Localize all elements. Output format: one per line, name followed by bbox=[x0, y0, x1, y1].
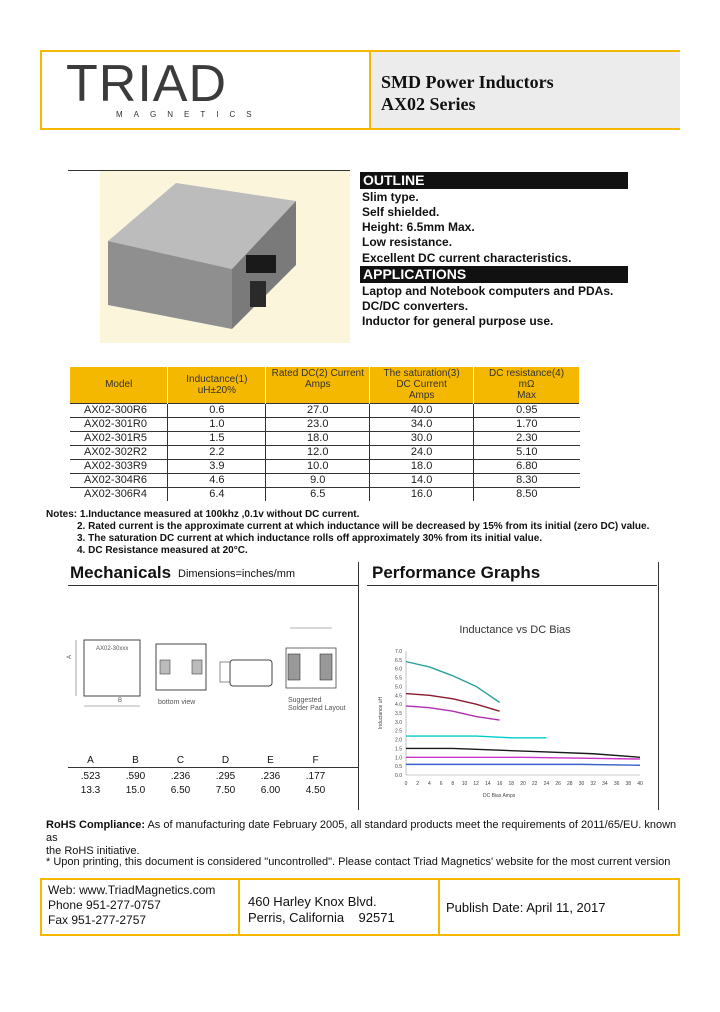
value-cell: 4.6 bbox=[168, 473, 266, 487]
model-cell: AX02-303R9 bbox=[70, 459, 168, 473]
value-cell: 6.5 bbox=[266, 487, 370, 501]
value-cell: 18.0 bbox=[370, 459, 474, 473]
value-cell: 18.0 bbox=[266, 431, 370, 445]
series-line bbox=[406, 662, 500, 703]
y-tick-label: 1.0 bbox=[395, 755, 402, 762]
outline-item: Self shielded. bbox=[362, 205, 440, 219]
footer-phone: Phone 951-277-0757 bbox=[48, 898, 161, 912]
model-cell: AX02-302R2 bbox=[70, 445, 168, 459]
value-cell: 9.0 bbox=[266, 473, 370, 487]
footer-address-2: Perris, California 92571 bbox=[248, 910, 395, 925]
column-header: The saturation(3) DC Current Amps bbox=[370, 367, 474, 403]
value-cell: 3.9 bbox=[168, 459, 266, 473]
column-header: DC resistance(4) mΩ Max bbox=[474, 367, 580, 403]
y-tick-label: 2.0 bbox=[395, 737, 402, 744]
x-tick-label: 24 bbox=[543, 781, 550, 787]
model-cell: AX02-301R5 bbox=[70, 431, 168, 445]
suggested-label: Suggested bbox=[288, 697, 322, 704]
x-axis-label: DC Bias Amps bbox=[483, 793, 516, 799]
table-row bbox=[70, 431, 580, 445]
x-tick-label: 14 bbox=[485, 781, 491, 787]
solder-pad-label: Solder Pad Layout bbox=[288, 705, 346, 712]
column-header: Rated DC(2) Current Amps bbox=[266, 367, 370, 403]
y-tick-label: 4.5 bbox=[395, 693, 402, 700]
dimension-letter: F bbox=[312, 755, 319, 766]
dimension-inches bbox=[68, 771, 338, 782]
divider bbox=[358, 562, 359, 810]
value-cell: 16.0 bbox=[370, 487, 474, 501]
part-label: AX02-30xxx bbox=[96, 646, 129, 652]
dimension-inch-value: .236 bbox=[260, 771, 281, 782]
rohs-text: As of manufacturing date February 2005, all standard products meet the requirements of 2011/65/EU. known as bbox=[46, 819, 677, 844]
column-header: Model bbox=[70, 367, 168, 403]
value-cell: 23.0 bbox=[266, 417, 370, 431]
value-cell: 5.10 bbox=[474, 445, 580, 459]
rohs-text-2: the RoHS initiative. bbox=[46, 845, 140, 857]
product-photo bbox=[68, 170, 350, 342]
title-panel bbox=[369, 52, 680, 128]
x-tick-label: 10 bbox=[461, 781, 468, 787]
y-axis-label: Inductance uH bbox=[378, 696, 384, 730]
y-tick-label: 4.0 bbox=[395, 702, 402, 709]
mechanicals-title: Mechanicals bbox=[70, 563, 172, 582]
value-cell: 6.80 bbox=[474, 459, 580, 473]
y-tick-label: 6.5 bbox=[395, 657, 402, 664]
dimension-mm-value: 6.00 bbox=[260, 785, 281, 796]
disclaimer: * Upon printing, this document is considered "uncontrolled". Please contact Triad Magnetics' website for the most current version bbox=[46, 856, 671, 868]
model-cell: AX02-304R6 bbox=[70, 473, 168, 487]
x-tick-label: 16 bbox=[496, 781, 503, 787]
value-cell: 6.4 bbox=[168, 487, 266, 501]
rohs-statement bbox=[46, 819, 686, 858]
x-tick-label: 40 bbox=[637, 781, 643, 787]
x-tick-label: 34 bbox=[602, 781, 608, 787]
dimension-letter: C bbox=[176, 755, 185, 766]
value-cell: 0.95 bbox=[474, 403, 580, 417]
table-row bbox=[70, 403, 580, 417]
value-cell: 8.30 bbox=[474, 473, 580, 487]
y-tick-label: 3.0 bbox=[395, 719, 402, 726]
note: Notes: 1.Inductance measured at 100khz ,0.1v without DC current. bbox=[46, 509, 360, 520]
model-cell: AX02-306R4 bbox=[70, 487, 168, 501]
x-tick-label: 28 bbox=[567, 781, 573, 787]
logo-wordmark: TRIAD bbox=[66, 55, 227, 113]
bottom-view-label: bottom view bbox=[158, 699, 196, 706]
value-cell: 1.0 bbox=[168, 417, 266, 431]
mechanicals-subtitle: Dimensions=inches/mm bbox=[178, 568, 296, 580]
footer-box bbox=[40, 878, 680, 936]
x-tick-label: 38 bbox=[625, 781, 632, 787]
x-tick-label: 32 bbox=[590, 781, 596, 787]
model-cell: AX02-301R0 bbox=[70, 417, 168, 431]
y-tick-label: 6.0 bbox=[395, 666, 402, 673]
inductor-image bbox=[100, 171, 350, 343]
x-tick-label: 20 bbox=[520, 781, 526, 787]
outline-item: Excellent DC current characteristics. bbox=[362, 251, 572, 265]
header-box bbox=[40, 50, 680, 130]
table-row bbox=[70, 487, 580, 501]
note: 4. DC Resistance measured at 20°C. bbox=[77, 545, 248, 556]
application-item: DC/DC converters. bbox=[362, 299, 469, 313]
dimension-mm-value: 13.3 bbox=[80, 785, 101, 796]
x-tick-label: 6 bbox=[439, 781, 443, 787]
value-cell: 0.6 bbox=[168, 403, 266, 417]
y-tick-label: 2.5 bbox=[395, 728, 402, 735]
dimension-inch-value: .295 bbox=[215, 771, 236, 782]
value-cell: 34.0 bbox=[370, 417, 474, 431]
x-tick-label: 8 bbox=[451, 781, 455, 787]
value-cell: 1.70 bbox=[474, 417, 580, 431]
outline-item: Height: 6.5mm Max. bbox=[362, 220, 475, 234]
series-line bbox=[406, 694, 500, 712]
y-tick-label: 7.0 bbox=[395, 649, 402, 655]
outline-item: Slim type. bbox=[362, 190, 419, 204]
value-cell: 10.0 bbox=[266, 459, 370, 473]
value-cell: 24.0 bbox=[370, 445, 474, 459]
value-cell: 2.30 bbox=[474, 431, 580, 445]
value-cell: 8.50 bbox=[474, 487, 580, 501]
x-tick-label: 22 bbox=[531, 781, 538, 787]
y-tick-label: 3.5 bbox=[395, 711, 402, 717]
dimension-inch-value: .523 bbox=[80, 771, 101, 782]
performance-title: Performance Graphs bbox=[372, 563, 541, 582]
y-tick-label: 1.5 bbox=[395, 746, 402, 753]
dimension-mm-value: 15.0 bbox=[125, 785, 146, 796]
outline-heading: OUTLINE bbox=[360, 172, 628, 189]
x-tick-label: 2 bbox=[416, 781, 420, 787]
dim-b-label: B bbox=[118, 698, 123, 704]
value-cell: 12.0 bbox=[266, 445, 370, 459]
inductance-chart bbox=[370, 615, 660, 810]
dimension-mm-value: 7.50 bbox=[215, 785, 236, 796]
x-tick-label: 12 bbox=[473, 781, 479, 787]
value-cell: 40.0 bbox=[370, 403, 474, 417]
application-item: Inductor for general purpose use. bbox=[362, 314, 554, 328]
column-header: Inductance(1) uH±20% bbox=[168, 367, 266, 403]
logo bbox=[42, 52, 332, 128]
table-row bbox=[70, 417, 580, 431]
table-row bbox=[70, 473, 580, 487]
x-tick-label: 0 bbox=[404, 781, 408, 787]
rohs-label: RoHS Compliance: bbox=[46, 819, 146, 831]
dimension-letter: D bbox=[221, 755, 230, 766]
dimension-letters bbox=[68, 755, 338, 766]
x-tick-label: 30 bbox=[578, 781, 585, 787]
dimension-inch-value: .236 bbox=[170, 771, 191, 782]
x-tick-label: 36 bbox=[613, 781, 620, 787]
table-header-row bbox=[70, 367, 580, 403]
y-tick-label: 5.0 bbox=[395, 684, 402, 691]
value-cell: 27.0 bbox=[266, 403, 370, 417]
model-cell: AX02-300R6 bbox=[70, 403, 168, 417]
value-cell: 2.2 bbox=[168, 445, 266, 459]
spec-table bbox=[70, 367, 580, 501]
dim-a-label: A bbox=[67, 654, 74, 660]
series-line bbox=[406, 748, 640, 757]
logo-subtitle: MAGNETICS bbox=[116, 110, 263, 119]
y-tick-label: 0.0 bbox=[395, 773, 402, 779]
outline-item: Low resistance. bbox=[362, 235, 453, 249]
dimension-letter: A bbox=[87, 755, 94, 766]
footer-address-1: 460 Harley Knox Blvd. bbox=[248, 894, 377, 909]
table-row bbox=[70, 459, 580, 473]
footer-publish-date: Publish Date: April 11, 2017 bbox=[446, 900, 606, 915]
dimension-mm-value: 6.50 bbox=[170, 785, 191, 796]
note: 2. Rated current is the approximate current at which inductance will be decreased by 15% from its initial (zero DC) value. bbox=[77, 521, 650, 532]
applications-heading: APPLICATIONS bbox=[360, 266, 628, 283]
note: 3. The saturation DC current at which inductance rolls off approximately 30% from its initial value. bbox=[77, 533, 543, 544]
footer-fax: Fax 951-277-2757 bbox=[48, 913, 147, 927]
doc-series: AX02 Series bbox=[381, 94, 476, 114]
dimension-mm-value: 4.50 bbox=[305, 785, 326, 796]
dimension-inch-value: .177 bbox=[305, 771, 326, 782]
x-tick-label: 26 bbox=[555, 781, 561, 787]
value-cell: 1.5 bbox=[168, 431, 266, 445]
value-cell: 30.0 bbox=[370, 431, 474, 445]
y-tick-label: 0.5 bbox=[395, 764, 402, 771]
series-line bbox=[406, 757, 640, 759]
series-line bbox=[406, 736, 546, 738]
series-line bbox=[406, 764, 640, 765]
y-tick-label: 5.5 bbox=[395, 675, 402, 682]
dimension-mm bbox=[68, 785, 338, 796]
table-row bbox=[70, 445, 580, 459]
dimension-letter: B bbox=[132, 755, 139, 766]
footer-web[interactable]: Web: www.TriadMagnetics.com bbox=[48, 883, 216, 897]
application-item: Laptop and Notebook computers and PDAs. bbox=[362, 284, 614, 298]
dimension-letter: E bbox=[267, 755, 274, 766]
value-cell: 14.0 bbox=[370, 473, 474, 487]
doc-title: SMD Power Inductors bbox=[381, 72, 554, 92]
x-tick-label: 18 bbox=[508, 781, 515, 787]
chart-title: Inductance vs DC Bias bbox=[459, 624, 571, 636]
series-line bbox=[406, 706, 500, 720]
x-tick-label: 4 bbox=[428, 781, 431, 787]
dimension-inch-value: .590 bbox=[125, 771, 146, 782]
